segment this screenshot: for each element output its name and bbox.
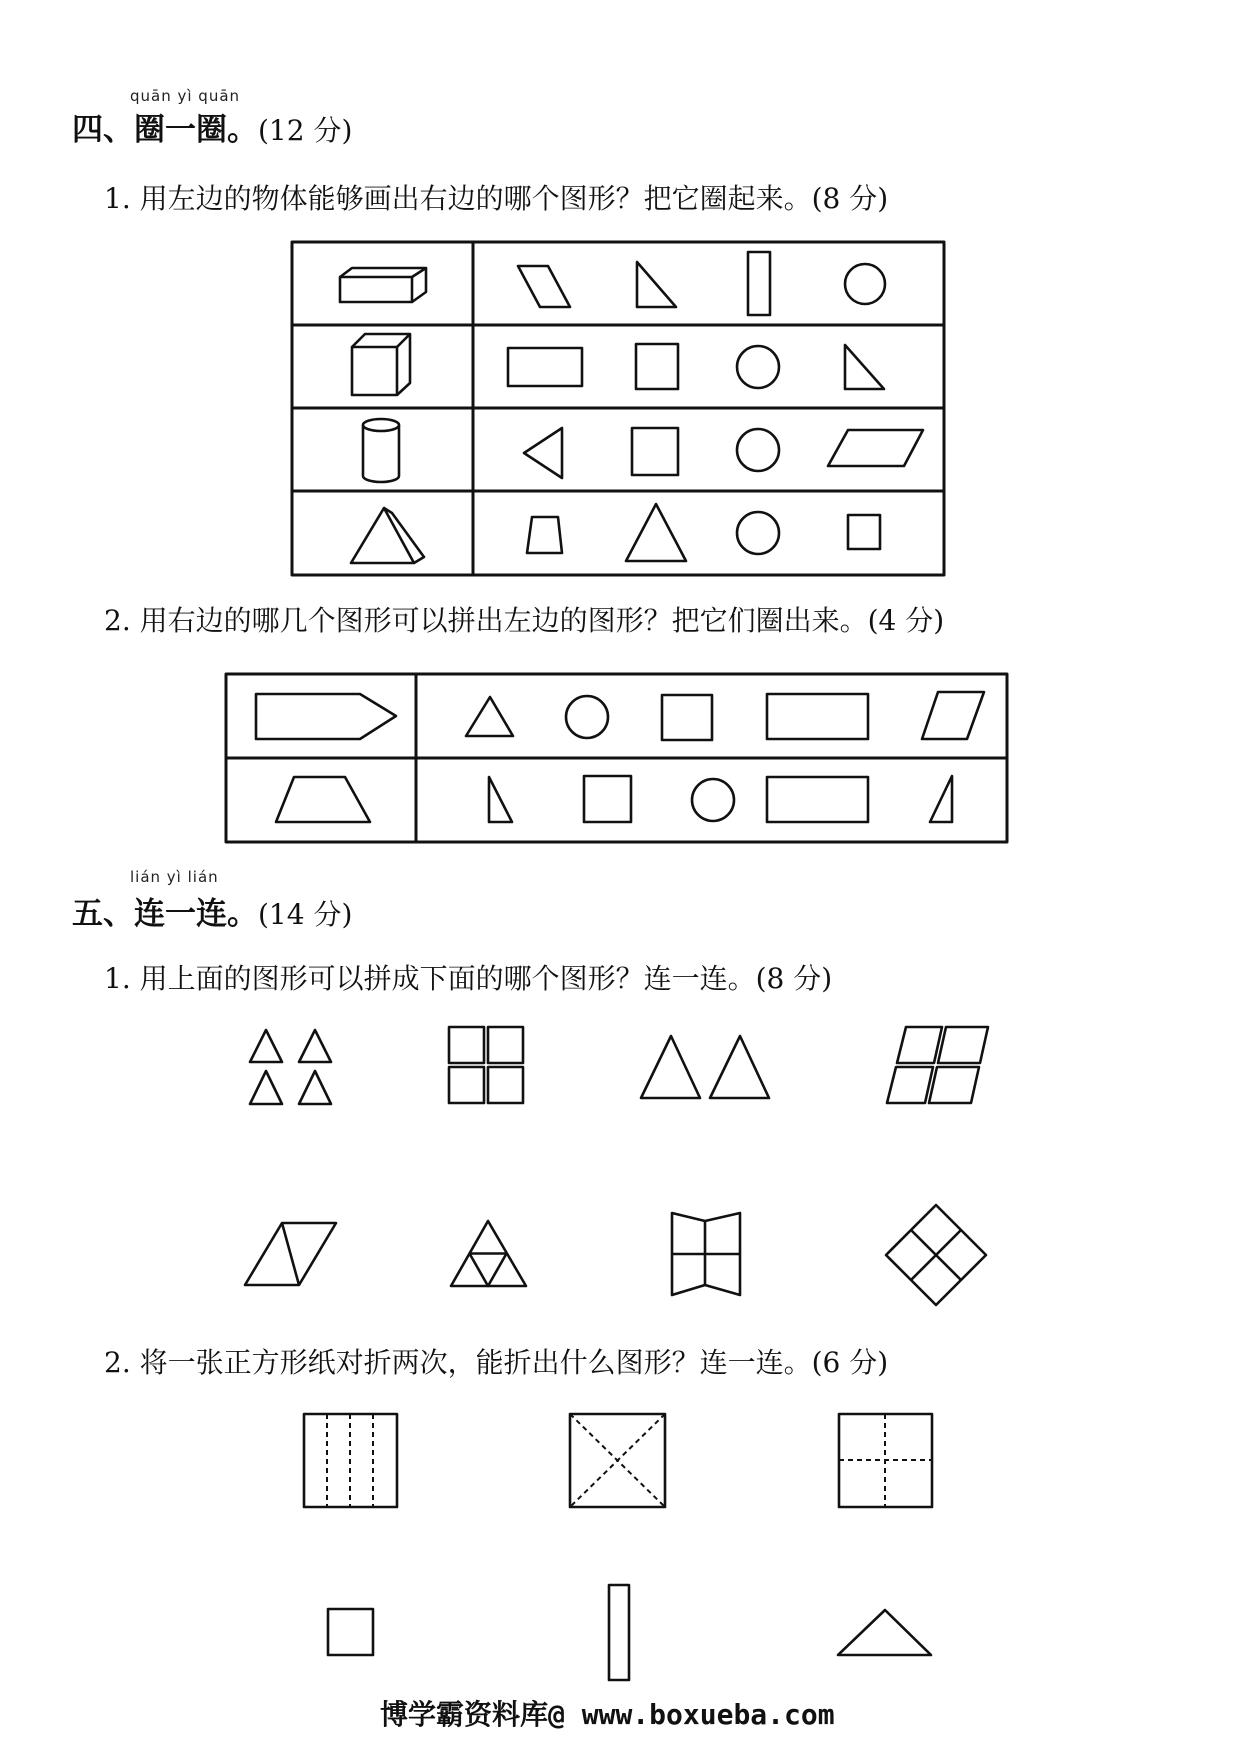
rectangle-option[interactable] — [767, 777, 868, 822]
section4-score: (12 分) — [258, 114, 353, 147]
square-option[interactable] — [632, 428, 678, 475]
right-triangle-option[interactable] — [845, 345, 884, 389]
square-option[interactable] — [636, 344, 678, 389]
triangular-prism-object — [351, 508, 424, 563]
section4-q1-text: 1. 用左边的物体能够画出右边的哪个图形？把它圈起来。(8 分) — [104, 182, 889, 215]
square-option[interactable] — [662, 695, 712, 740]
right-triangle-option[interactable] — [930, 776, 952, 822]
circle-option[interactable] — [737, 429, 779, 471]
square-option[interactable] — [584, 776, 631, 822]
section4-pinyin: quān yì quān — [130, 87, 241, 105]
square-cross-folds[interactable] — [839, 1414, 932, 1507]
triangle-option[interactable] — [466, 697, 513, 736]
right-triangle-option[interactable] — [489, 777, 512, 822]
small-square-option[interactable] — [848, 515, 880, 549]
four-parallelograms-piece[interactable] — [887, 1027, 988, 1103]
section4-number: 四、 — [72, 112, 134, 148]
q2-table — [226, 674, 1007, 842]
left-triangle-option[interactable] — [524, 428, 562, 478]
cuboid-object — [340, 268, 426, 302]
small-square-result[interactable] — [328, 1609, 373, 1655]
section5-q2-text: 2. 将一张正方形纸对折两次，能折出什么图形？连一连。(6 分) — [104, 1346, 889, 1379]
section5-pinyin: lián yì lián — [130, 868, 219, 886]
rectangle-option[interactable] — [767, 694, 868, 739]
circle-option[interactable] — [566, 696, 608, 738]
triangle-option[interactable] — [626, 504, 686, 561]
section5-title: 连一连。 — [134, 896, 258, 932]
circle-option[interactable] — [692, 779, 734, 821]
diamond-of-four-squares[interactable] — [886, 1205, 986, 1305]
parallelogram-of-two-triangles[interactable] — [245, 1223, 336, 1285]
footer-url: @ www.boxueba.com — [548, 1698, 835, 1731]
two-triangles-piece[interactable] — [641, 1036, 769, 1098]
circle-option[interactable] — [845, 264, 885, 304]
tall-rectangle-option[interactable] — [748, 252, 770, 315]
footer-site-name: 博学霸资料库 — [380, 1698, 549, 1731]
cylinder-object — [363, 419, 399, 482]
triangle-result[interactable] — [838, 1610, 931, 1655]
section5-score: (14 分) — [258, 898, 353, 931]
section4-q2-text: 2. 用右边的哪几个图形可以拼出左边的图形？把它们圈出来。(4 分) — [104, 604, 945, 637]
circle-option[interactable] — [737, 512, 779, 554]
cube-object — [352, 334, 410, 395]
section5-q1-text: 1. 用上面的图形可以拼成下面的哪个图形？连一连。(8 分) — [104, 962, 833, 995]
trapezoid-option[interactable] — [527, 517, 562, 553]
folded-rectangle-of-four[interactable] — [672, 1213, 740, 1295]
parallelogram-option[interactable] — [922, 692, 984, 739]
thin-rectangle-result[interactable] — [609, 1585, 629, 1680]
parallelogram-option[interactable] — [518, 266, 570, 307]
section5-number: 五、 — [72, 896, 134, 932]
pentagon-arrow-target — [256, 694, 396, 739]
square-vertical-folds[interactable] — [304, 1414, 397, 1507]
section4-title: 圈一圈。 — [134, 112, 258, 148]
square-diagonal-folds[interactable] — [570, 1414, 665, 1507]
parallelogram-option[interactable] — [828, 430, 923, 466]
right-triangle-option[interactable] — [637, 262, 676, 307]
four-triangles-piece[interactable] — [250, 1030, 331, 1104]
big-triangle-of-four[interactable] — [451, 1221, 526, 1286]
trapezoid-target — [276, 777, 370, 822]
four-squares-piece[interactable] — [449, 1027, 523, 1103]
rectangle-option[interactable] — [508, 348, 582, 386]
circle-option[interactable] — [737, 346, 779, 388]
